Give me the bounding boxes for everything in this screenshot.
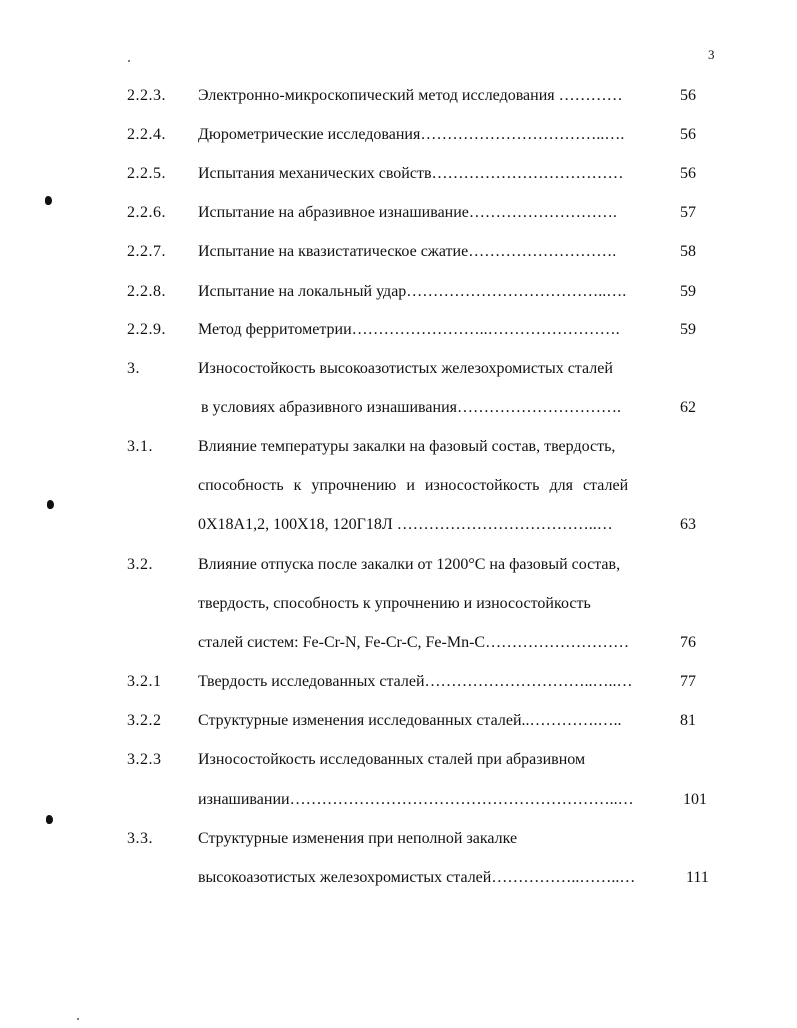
toc-title: Метод ферритометрии……………………..…………………….	[198, 321, 620, 338]
toc-title: Износостойкость исследованных сталей при абразивном	[198, 751, 586, 768]
speck	[77, 1018, 79, 1020]
toc-number: 3.2.2	[127, 712, 162, 729]
toc-page: 111	[686, 869, 709, 886]
toc-title: изнашивании……………………………………………………..…	[198, 791, 634, 808]
toc-page: 101	[683, 791, 707, 808]
toc-title: сталей систем: Fe-Cr-N, Fe-Cr-C, Fe-Mn-C………………………	[198, 634, 630, 651]
toc-page: 63	[680, 516, 696, 533]
toc-page: 59	[680, 321, 696, 338]
toc-number: 3.2.1	[127, 673, 162, 690]
toc-title: Влияние отпуска после закалки от 1200°С на фазовый состав,	[198, 556, 621, 573]
toc-number: 3.	[127, 360, 140, 377]
toc-page: 57	[680, 204, 696, 221]
toc-number: 2.2.7.	[127, 243, 166, 260]
margin-mark	[45, 196, 52, 205]
toc-number: 2.2.4.	[127, 126, 166, 143]
toc-number: 3.3.	[127, 830, 153, 847]
toc-title: Испытание на квазистатическое сжатие……………………….	[198, 243, 617, 260]
toc-number: 2.2.5.	[127, 165, 166, 182]
toc-page: 58	[680, 243, 696, 260]
page-number: 3	[708, 47, 715, 62]
toc-page: 56	[680, 87, 696, 104]
toc-page: 77	[680, 673, 696, 690]
toc-title: Дюрометрические исследования……………………………..….	[198, 126, 625, 143]
toc-title: Электронно-микроскопический метод исследования …………	[198, 87, 623, 104]
margin-mark	[46, 815, 53, 824]
toc-title: высокоазотистых железохромистых сталей……………..……..…	[198, 869, 636, 886]
toc-title: Износостойкость высокоазотистых железохромистых сталей	[198, 360, 613, 377]
toc-page: 56	[680, 165, 696, 182]
toc-title: Структурные изменения при неполной закалке	[198, 830, 518, 847]
toc-page: 81	[680, 712, 696, 729]
toc-title: способность к упрочнению и износостойкость для сталей	[198, 477, 629, 494]
toc-title: твердость, способность к упрочнению и износостойкость	[198, 595, 591, 612]
toc-page: 76	[680, 634, 696, 651]
toc-page: 59	[680, 283, 696, 300]
toc-number: 2.2.3.	[127, 87, 166, 104]
toc-title: Твердость исследованных сталей…………………………..…..…	[198, 673, 633, 690]
margin-mark	[47, 500, 54, 509]
toc-title: Испытание на локальный удар………………………………..….	[198, 283, 627, 300]
toc-number: 2.2.9.	[127, 321, 166, 338]
toc-title: Испытания механических свойств………………………………	[198, 165, 624, 182]
speck	[128, 60, 130, 62]
toc-title: в условиях абразивного изнашивания………………………….	[201, 399, 621, 416]
toc-page: 56	[680, 126, 696, 143]
toc-page: 62	[680, 399, 696, 416]
toc-title: Влияние температуры закалки на фазовый состав, твердость,	[198, 438, 616, 455]
toc-number: 3.2.	[127, 556, 153, 573]
toc-number: 2.2.8.	[127, 283, 166, 300]
toc-title: 0Х18А1,2, 100Х18, 120Г18Л ………………………………..…	[198, 516, 613, 533]
toc-title: Испытание на абразивное изнашивание……………………….	[198, 204, 617, 221]
toc-number: 3.2.3	[127, 751, 162, 768]
toc-number: 2.2.6.	[127, 204, 166, 221]
toc-title: Структурные изменения исследованных сталей..………….…..	[198, 712, 622, 729]
toc-number: 3.1.	[127, 438, 153, 455]
